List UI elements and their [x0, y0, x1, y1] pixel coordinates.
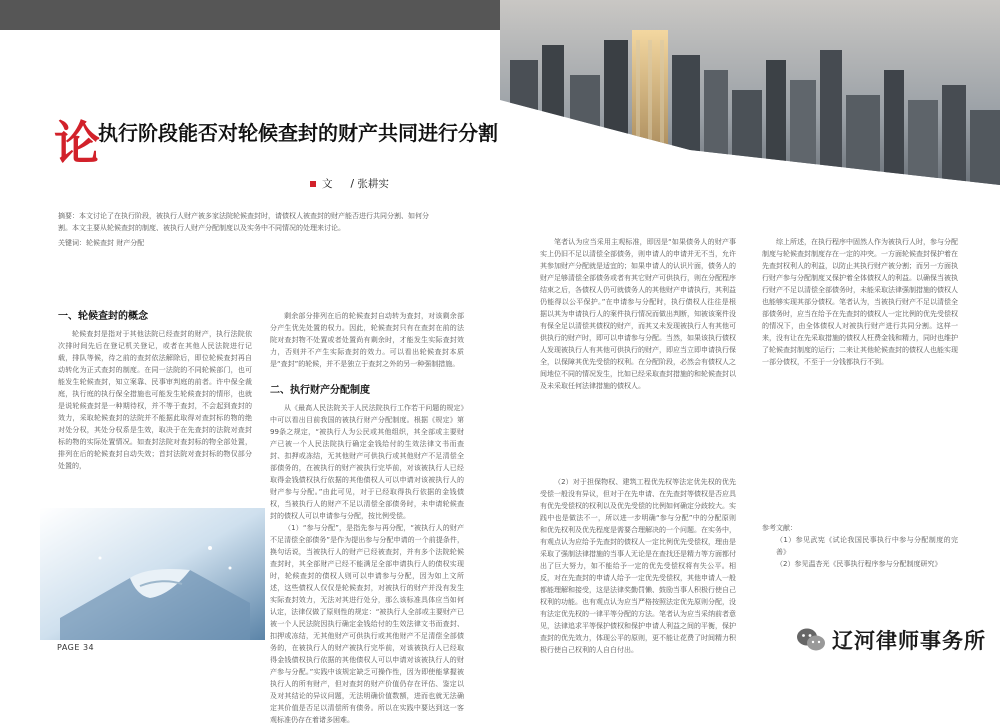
city-skyline-photo — [500, 0, 1000, 210]
reference-item: （2）参见温杏光《民事执行程序参与分配制度研究》 — [776, 560, 942, 568]
title-lead-char: 论 — [54, 116, 100, 170]
author-prefix: 文 — [322, 178, 333, 190]
author-line — [310, 176, 389, 191]
body-paragraph: 笔者认为应当采用主观标准，即因是“如果债务人的财产事实上仍旧不足以清偿全部债务，则申请人的申请并无不当，允许其参加财产分配就是适宜的；如果申请人的认识片面，债务人的财产足够清偿全部债务或者有其它财产可供执行，则在分配程序结束之后，各债权人仍可就债务人的其他财产申请执行，其利益仍能得以公平保护。”在申请参与分配时，执行债权人往往是根据以其为申请执行人的案件执行情况而做出判断，知被该案件没有保全足以清偿其债权的财产，而其又未发现被执行人有其他可供执行的财产时，即可以申请参与分配。当然，如果该执行债权人发现被执行人有其他可供执行的财产，即应当立即申请执行保全，以保障其优先受偿的权利。在分配阶段，必然会有债权人之间地位不同的情况发生，比如已经采取查封措施的和轮候查封以及未采取任何法律措施的债权人。 — [540, 238, 736, 390]
text-column-4 — [762, 236, 958, 570]
wechat-icon — [796, 627, 826, 653]
reference-item: （1）参见武宪《试论我国民事执行中参与分配制度的完善》 — [776, 536, 958, 556]
author-name: / 张耕实 — [350, 178, 389, 190]
text-column-1 — [58, 310, 252, 472]
body-paragraph: 从《最高人民法院关于人民法院执行工作若干问题的规定》中可以看出目前我国的被执行财产分配制度。根据《规定》第99条之规定，“被执行人为公民或其他组织，其全部或主要财产已被一个人民法院执行确定金钱给付的生效法律文书而查封、扣押或冻结，无其他财产可供执行或其他财产不足清偿全部债务的，在被执行的财产被执行完毕前，对该被执行人已经取得金钱债权执行依据的其他债权人可以申请对该被执行人的财产参与分配。”由此可见，对于已经取得执行依据的金钱债权，当被执行人的财产不足以清偿全部债务时，未申请轮候查封的债权人可以申请参与分配，按比例受偿。 — [270, 404, 464, 520]
page-number: PAGE 34 — [57, 643, 95, 652]
body-paragraph: 剩余部分排列在后的轮候查封自动转为查封，对该剩余部分产生优先处置的权力。因此，轮候查封只有在查封在前的法院对查封物不处置或者处置尚有剩余时，才能发生实际查封效力，否则并不产生实际查封的效力。可以看出轮候查封本质是“查封”的轮候，并不是独立于查封之外的另一种强制措施。 — [270, 312, 464, 368]
text-column-2 — [270, 310, 464, 724]
body-paragraph: （1）“参与分配”，是指先参与再分配，“被执行人的财产不足清偿全部债务”是作为提出参与分配申请的一个前提条件，换句话说，当被执行人的财产已经被查封，并有多个法院轮候查封时，其全部财产已经不能满足全部申请执行人的债权实现时，轮候查封的债权人则可以申请参与分配，因为如上文所述，这些债权人仅仅是轮候查封，对被执行的财产并没有发生实际查封效力，无法对其进行处分，那么该标准具体应当如何认定，法律仅做了原则性的规定：“被执行人全部或主要财产已被一个人民法院因执行确定金钱给付的生效法律文书而查封、扣押或冻结，无其他财产可供执行或其他财产不足清偿全部债务的，在被执行人的财产被执行完毕前，对该被执行人已经取得金钱债权执行依据的其他债权人可以申请对该被执行人的财产参与分配。”实践中该规定缺乏可操作性，因为即使能掌握被执行人的所有财产，但对查封的财产价值仍存在评估、鉴定以及对其结论的异议问题，无法明确价值数额，进而也就无法确定其价值是否足以清偿所有债务。所以在实践中要达到这一客观标准仍存在着诸多困难。 — [270, 524, 464, 724]
section-heading: 一、轮候查封的概念 — [58, 311, 148, 322]
handshake-photo — [40, 508, 265, 640]
bullet-square-icon — [310, 181, 316, 187]
keywords-text: 关键词：轮候查封 财产分配 — [58, 239, 145, 247]
wechat-account-name: 辽河律师事务所 — [832, 629, 986, 653]
body-paragraph: 综上所述，在执行程序中固然人作为被执行人时，参与分配制度与轮候查封制度存在一定的冲突。一方面轮候查封保护着在先查封权利人的利益，以防止其执行财产被分割；而另一方面执行财产参与分配制度又保护着全体债权人的利益。以确保当被执行财产不足以清偿全部债务时，未能采取法律强制措施的债权人也能够实现其部分债权。笔者认为，当被执行财产不足以清偿全部债务时，应当在给予在先查封的债权人一定比例的优先受偿权的情况下，由全体债权人对被执行财产进行共同分割。这样一来，没有让在先采取措施的债权人枉费金钱和精力，同时也维护了轮候查封制度的运行；二来让其他轮候查封的债权人也能实现一部分债权，不至于一分钱都执行不到。 — [762, 238, 958, 366]
body-paragraph: （2）对于担保物权、建筑工程优先权等法定优先权的优先受偿一般没有异议，但对于在先申请、在先查封等债权是否应具有优先受偿权的权利以及优先受偿的比例如何确定分歧较大。实践中也是做法不一，所以进一步明确“参与分配”中的分配原则和优先权利及优先程度是需要合理解决的一个问题。在实务中，有观点认为应给予先查封的债权人一定比例优先受偿权，理由是采取了强制法律措施的当事人无论是在查找还是精力等方面都付出了巨大努力，如不能给予一定的优先受偿权将有失公平。相反，对在先查封的申请人给予一定优先受偿权，其他申请人一般都能理解和接受，这是法律奖勤罚懒、鼓励当事人积极行使自己权利的功能。也有观点认为应当严格按照法定优先原则分配，没有法定优先权的一律平等分配的方法。笔者认为应当采纳前者意见，法律追求平等保护债权和保护申请人利益之间的平衡，保护查封的优先效力，体现公平的原则，更不能让花费了时间精力积极行使自己权利的人自白付出。 — [540, 478, 736, 654]
section-heading: 二、执行财产分配制度 — [270, 385, 370, 396]
article-title: 执行阶段能否对轮候查封的财产共同进行分割 — [98, 121, 498, 145]
references-title: 参考文献： — [762, 524, 797, 532]
wechat-watermark — [796, 620, 986, 660]
abstract-block — [58, 210, 438, 249]
text-column-3 — [540, 236, 736, 654]
body-paragraph: 轮候查封是指对于其他法院已经查封的财产，执行法院依次排时间先后在登记机关登记，或者在其他人民法院进行记载，排队等候，待之前的查封依法解除后，即位轮候查封再自动转化为正式查封的制度。在同一法院的不同轮候部门，也可能发生轮候查封，知立案靠、民事审判庭的前者。许中保全裁庭，执行庭的执行保全措施也可能发生轮候查封的情形，也就是说轮候查封是一种期待权，并不等于查封，不会起到查封的效力，采取轮候查封的法院并不能据此取得对查封标的物的绝对处分权，其处分权系是生效，取决于在先查封的法院对查封标的物的实际处置情况。如查封法院对查封标的物全部处置，排列在后的轮候查封自动失效；首封法院对查封标的物仅部分处置的， — [58, 330, 252, 470]
abstract-text: 摘要：本文讨论了在执行阶段，被执行人财产被多家法院轮候查封时，请债权人被查封的财产能否进行共同分割、如何分割。本文主要从轮候查封的制度、被执行人财产分配制度以及实务中不同情况的处理来讨论。 — [58, 212, 429, 232]
top-dark-banner — [0, 0, 520, 30]
